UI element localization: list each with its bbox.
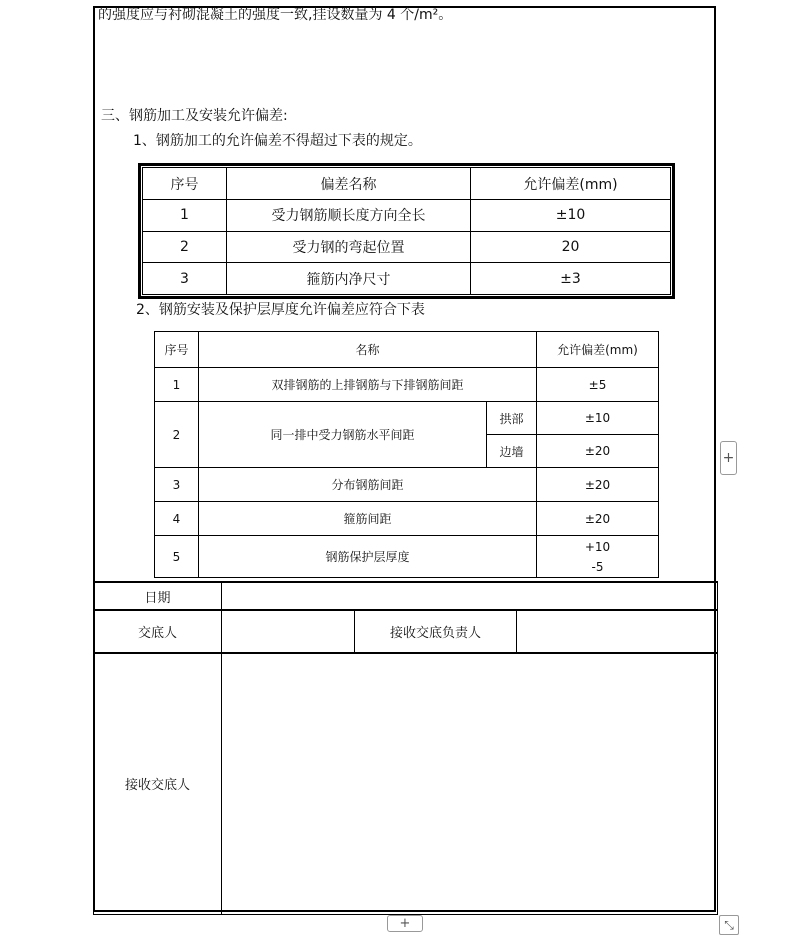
- t1-header-no: 序号: [143, 168, 227, 200]
- t2-cell-name: 同一排中受力钢筋水平间距: [199, 402, 487, 468]
- t1-cell-no: 1: [143, 200, 227, 232]
- table-row: [143, 263, 671, 295]
- intro-text: 的强度应与衬砌混凝土的强度一致,挂设数量为 4 个/m²。: [98, 7, 453, 23]
- section-3-title: 三、钢筋加工及安装允许偏差:: [101, 108, 288, 124]
- t2-cell-tol: ±5: [537, 368, 659, 402]
- date-field[interactable]: [222, 582, 718, 610]
- t1-cell-tol: 20: [471, 231, 671, 263]
- t2-cell-name: 箍筋间距: [199, 502, 537, 536]
- t2-header-name: 名称: [199, 332, 537, 368]
- t2-tol-lower: -5: [591, 559, 604, 574]
- t1-cell-tol: ±10: [471, 200, 671, 232]
- item-2-text: 2、钢筋安装及保护层厚度允许偏差应符合下表: [136, 302, 425, 318]
- t2-cell-no: 3: [155, 468, 199, 502]
- t2-cell-no: 5: [155, 536, 199, 578]
- presenter-field[interactable]: [222, 610, 355, 653]
- t2-cell-tol: ±10: [537, 402, 659, 435]
- date-label: 日期: [94, 582, 222, 610]
- installation-tolerance-table: [154, 331, 659, 578]
- t2-cell-tol: ±20: [537, 468, 659, 502]
- t2-cell-no: 4: [155, 502, 199, 536]
- t2-cell-name: 分布钢筋间距: [199, 468, 537, 502]
- table-row: [143, 231, 671, 263]
- table-row: [155, 468, 659, 502]
- receivers-field[interactable]: [222, 653, 718, 914]
- processing-tolerance-table: [138, 163, 675, 299]
- t1-cell-no: 2: [143, 231, 227, 263]
- table-row: [143, 200, 671, 232]
- table-row: [155, 368, 659, 402]
- t1-header-tol: 允许偏差(mm): [471, 168, 671, 200]
- table-row: [155, 402, 659, 435]
- presenter-label: 交底人: [94, 610, 222, 653]
- t1-cell-no: 3: [143, 263, 227, 295]
- receiver-lead-field[interactable]: [517, 610, 718, 653]
- t1-cell-name: 受力钢的弯起位置: [227, 231, 471, 263]
- t2-cell-tol: ±20: [537, 435, 659, 468]
- t2-cell-no: 2: [155, 402, 199, 468]
- t1-cell-tol: ±3: [471, 263, 671, 295]
- t2-cell-name: 双排钢筋的上排钢筋与下排钢筋间距: [199, 368, 537, 402]
- t2-tol-upper: +10: [584, 539, 611, 554]
- add-row-button[interactable]: +: [387, 915, 423, 932]
- t2-cell-sub-wall: 边墙: [487, 435, 537, 468]
- t1-cell-name: 箍筋内净尺寸: [227, 263, 471, 295]
- signoff-table: [93, 581, 718, 915]
- t2-cell-no: 1: [155, 368, 199, 402]
- t2-cell-name: 钢筋保护层厚度: [199, 536, 537, 578]
- t1-cell-name: 受力钢筋顺长度方向全长: [227, 200, 471, 232]
- t2-header-tol: 允许偏差(mm): [537, 332, 659, 368]
- t2-cell-tol: ±20: [537, 502, 659, 536]
- add-column-button[interactable]: +: [720, 441, 737, 475]
- t2-header-no: 序号: [155, 332, 199, 368]
- table-row: [155, 502, 659, 536]
- table-row: [155, 536, 659, 578]
- receiver-lead-label: 接收交底负责人: [355, 610, 517, 653]
- receivers-label: 接收交底人: [94, 653, 222, 914]
- item-1-text: 1、钢筋加工的允许偏差不得超过下表的规定。: [133, 133, 422, 149]
- t1-header-name: 偏差名称: [227, 168, 471, 200]
- t2-cell-tol: [537, 536, 659, 578]
- resize-handle-icon[interactable]: ⤡: [719, 915, 739, 935]
- t2-cell-sub-arch: 拱部: [487, 402, 537, 435]
